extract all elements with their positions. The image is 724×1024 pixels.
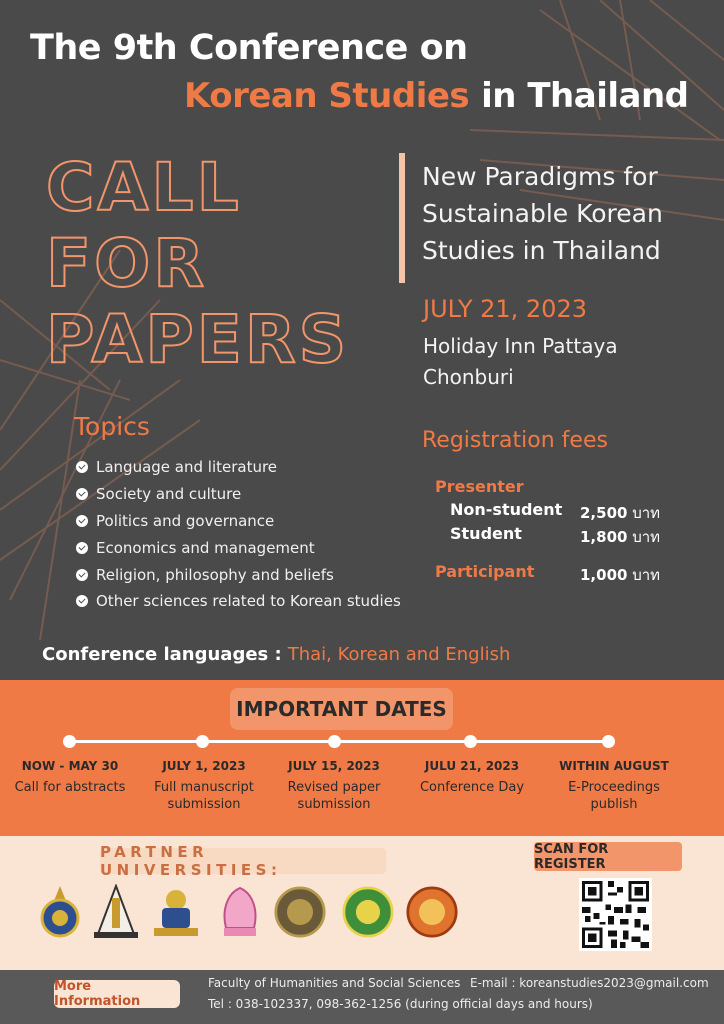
timeline-dot xyxy=(464,735,477,748)
check-circle-icon xyxy=(76,542,88,554)
topic-label: Society and culture xyxy=(96,485,242,504)
conference-subtitle xyxy=(184,76,689,116)
important-dates-heading: IMPORTANT DATES xyxy=(230,688,453,730)
theme-line-1: New Paradigms for xyxy=(422,162,658,191)
venue-line-2: Chonburi xyxy=(423,365,514,389)
check-circle-icon xyxy=(76,488,88,500)
university-emblem-icon xyxy=(274,884,326,940)
list-item xyxy=(76,588,401,615)
topic-label: Religion, philosophy and beliefs xyxy=(96,565,334,584)
non-student-label: Non-student xyxy=(450,500,563,519)
timeline-event xyxy=(264,758,404,813)
topic-label: Language and literature xyxy=(96,458,278,477)
student-label: Student xyxy=(450,524,522,543)
event-date-label: JULU 21, 2023 xyxy=(424,759,520,773)
partners-heading: PARTNER UNIVERSITIES: xyxy=(100,848,386,874)
registration-heading: Registration fees xyxy=(422,428,608,453)
event-date-label: JULY 15, 2023 xyxy=(288,759,380,773)
event-date-label: NOW - MAY 30 xyxy=(21,759,119,773)
university-emblem-icon xyxy=(342,884,394,940)
timeline-dot xyxy=(602,735,615,748)
university-emblem-icon xyxy=(406,884,458,940)
title-accent: Korean Studies xyxy=(184,76,470,116)
event-description: Revised paper submission xyxy=(287,780,381,812)
timeline-event xyxy=(544,758,684,813)
event-description: Call for abstracts xyxy=(14,780,126,795)
conference-title: The 9th Conference on xyxy=(30,28,468,68)
check-circle-icon xyxy=(76,595,88,607)
topic-label: Other sciences related to Korean studies xyxy=(96,592,401,611)
contact-email[interactable]: E-mail : koreanstudies2023@gmail.com xyxy=(470,976,709,990)
student-amount: 1,800 xyxy=(580,528,628,546)
check-circle-icon xyxy=(76,569,88,581)
qr-code-icon[interactable] xyxy=(579,878,652,951)
presenter-label: Presenter xyxy=(435,477,524,496)
timeline-dot xyxy=(63,735,76,748)
more-information-button[interactable]: More Information xyxy=(54,980,180,1008)
languages-value: Thai, Korean and English xyxy=(287,644,511,665)
topics-heading: Topics xyxy=(74,412,150,441)
contact-phone: Tel : 038-102337, 098-362-1256 (during official days and hours) xyxy=(208,997,593,1011)
university-emblem-icon xyxy=(150,884,202,940)
non-student-amount: 2,500 xyxy=(580,504,628,522)
languages-label: Conference languages : xyxy=(42,644,282,665)
topic-label: Economics and management xyxy=(96,538,315,557)
theme-line-3: Studies in Thailand xyxy=(422,236,661,265)
list-item xyxy=(76,481,401,508)
call-for-papers-heading xyxy=(46,150,349,378)
list-item xyxy=(76,508,401,535)
cfp-line-2: FOR xyxy=(46,225,208,302)
participant-fee xyxy=(580,563,660,587)
list-item xyxy=(76,454,401,481)
participant-amount: 1,000 xyxy=(580,566,628,584)
university-emblem-icon xyxy=(214,884,266,940)
event-date-label: WITHIN AUGUST xyxy=(559,759,669,773)
event-description: Full manuscript submission xyxy=(154,780,254,812)
university-emblem-icon xyxy=(90,884,142,940)
currency-label: บาท xyxy=(632,504,661,522)
university-emblem-icon xyxy=(34,884,86,940)
topic-label: Politics and governance xyxy=(96,511,275,530)
list-item xyxy=(76,534,401,561)
conference-languages xyxy=(42,644,510,665)
list-item xyxy=(76,561,401,588)
event-date: JULY 21, 2023 xyxy=(423,295,587,323)
check-circle-icon xyxy=(76,461,88,473)
theme-divider xyxy=(399,153,405,283)
timeline-dot xyxy=(328,735,341,748)
cfp-line-3: PAPERS xyxy=(46,301,350,378)
cfp-line-1: CALL xyxy=(46,149,242,226)
currency-label: บาท xyxy=(632,528,661,546)
non-student-fee xyxy=(580,501,660,525)
theme-line-2: Sustainable Korean xyxy=(422,199,663,228)
event-venue xyxy=(423,331,618,393)
faculty-name: Faculty of Humanities and Social Sciences xyxy=(208,976,461,990)
student-fee xyxy=(580,525,660,549)
conference-theme xyxy=(422,158,712,269)
participant-label: Participant xyxy=(435,562,535,581)
event-description: Conference Day xyxy=(419,780,525,795)
scan-for-register-label: SCAN FOR REGISTER xyxy=(534,842,682,871)
timeline-event xyxy=(134,758,274,813)
venue-line-1: Holiday Inn Pattaya xyxy=(423,334,618,358)
topics-list xyxy=(76,454,401,615)
event-date-label: JULY 1, 2023 xyxy=(162,759,246,773)
currency-label: บาท xyxy=(632,566,661,584)
check-circle-icon xyxy=(76,515,88,527)
timeline-event xyxy=(402,758,542,796)
event-description: E-Proceedings publish xyxy=(568,780,660,812)
timeline-dot xyxy=(196,735,209,748)
timeline-event xyxy=(0,758,140,796)
title-rest: in Thailand xyxy=(481,76,689,116)
